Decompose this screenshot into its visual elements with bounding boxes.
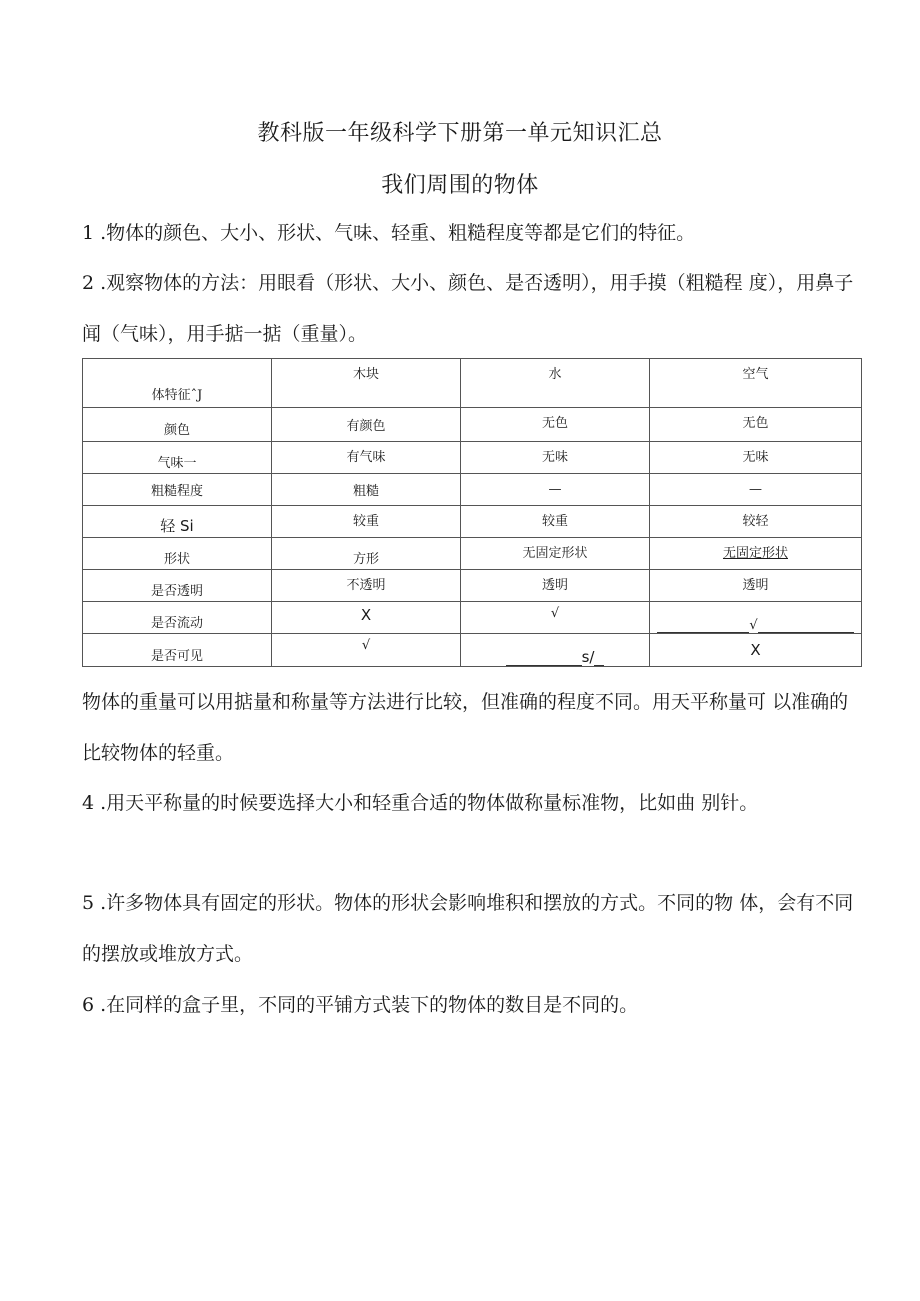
row-label: 是否流动	[83, 602, 272, 634]
paragraph-3-line-2: 以准确的比较物体的轻重。	[82, 691, 849, 764]
table-row	[83, 442, 862, 474]
table-row	[83, 538, 862, 570]
table-row	[83, 602, 862, 634]
smudged-check-mark: s/	[581, 648, 595, 666]
row-label: 轻 Si	[83, 506, 272, 538]
table-row	[83, 474, 862, 506]
table-cell: 透明	[461, 570, 650, 602]
row-label: 颜色	[83, 408, 272, 442]
table-cell: —	[650, 474, 862, 506]
table-row	[83, 570, 862, 602]
document-subtitle: 我们周围的物体	[381, 173, 539, 198]
table-header-row	[83, 359, 862, 408]
paragraph-3	[82, 677, 862, 779]
check-mark-with-blank	[650, 602, 862, 634]
row-label: 形状	[83, 538, 272, 570]
cross-mark: X	[272, 602, 461, 634]
paragraph-2-line-2: 度），用鼻子闻（气味），用手掂一掂（重量）。	[82, 272, 854, 345]
table-cell: —	[461, 474, 650, 506]
table-cell: 无味	[461, 442, 650, 474]
check-mark: √	[461, 602, 650, 634]
table-cell: 不透明	[272, 570, 461, 602]
table-cell: 有颜色	[272, 408, 461, 442]
paragraph-4-line-1: 4 .用天平称量的时候要选择大小和轻重合适的物体做称量标准物，比如曲	[82, 792, 696, 814]
paragraph-3-line-1: 物体的重量可以用掂量和称量等方法进行比较，但准确的程度不同。用天平称量可	[82, 691, 767, 713]
blank-line	[657, 618, 749, 633]
paragraph-2-line-1: 2 .观察物体的方法：用眼看（形状、大小、颜色、是否透明），用手摸（粗糙程	[82, 272, 743, 294]
table-row	[83, 634, 862, 667]
table-cell: 粗糙	[272, 474, 461, 506]
row-label: 是否透明	[83, 570, 272, 602]
table-cell: 无固定形状	[650, 538, 862, 570]
table-cell: 透明	[650, 570, 862, 602]
features-table	[82, 358, 862, 667]
paragraph-5	[82, 878, 862, 980]
table-cell: 较重	[272, 506, 461, 538]
blank-line	[758, 618, 854, 633]
table-cell: 无味	[650, 442, 862, 474]
row-label: 是否可见	[83, 634, 272, 667]
paragraph-4	[82, 778, 862, 829]
paragraph-6: 6 .在同样的盒子里，不同的平铺方式装下的物体的数目是不同的。	[82, 994, 639, 1016]
smudged-check-with-blank	[461, 634, 650, 667]
check-mark: √	[749, 618, 758, 633]
paragraph-5-line-1: 5 .许多物体具有固定的形状。物体的形状会影响堆积和摆放的方式。不同的物	[82, 892, 734, 914]
paragraph-4-line-2: 别针。	[701, 792, 759, 814]
table-header-corner: 体特征ˆJ	[83, 359, 272, 408]
blank-line	[506, 651, 582, 666]
table-cell: 无色	[461, 408, 650, 442]
row-label: 气味一	[83, 442, 272, 474]
paragraph-5-line-2: 体，会有不同的摆放或堆放方式。	[82, 892, 854, 965]
paragraph-2	[82, 258, 862, 360]
table-row	[83, 408, 862, 442]
table-header-wood: 木块	[272, 359, 461, 408]
table-cell: 有气味	[272, 442, 461, 474]
document-title: 教科版一年级科学下册第一单元知识汇总	[257, 121, 663, 146]
blank-line	[594, 651, 604, 666]
table-header-air: 空气	[650, 359, 862, 408]
table-row	[83, 506, 862, 538]
table-cell: 较重	[461, 506, 650, 538]
table-cell: 无固定形状	[461, 538, 650, 570]
table-cell: 方形	[272, 538, 461, 570]
row-label: 粗糙程度	[83, 474, 272, 506]
cross-mark: X	[650, 634, 862, 667]
check-mark: √	[272, 634, 461, 667]
paragraph-1: 1 .物体的颜色、大小、形状、气味、轻重、粗糙程度等都是它们的特征。	[82, 222, 696, 244]
table-cell: 较轻	[650, 506, 862, 538]
table-cell: 无色	[650, 408, 862, 442]
table-header-water: 水	[461, 359, 650, 408]
